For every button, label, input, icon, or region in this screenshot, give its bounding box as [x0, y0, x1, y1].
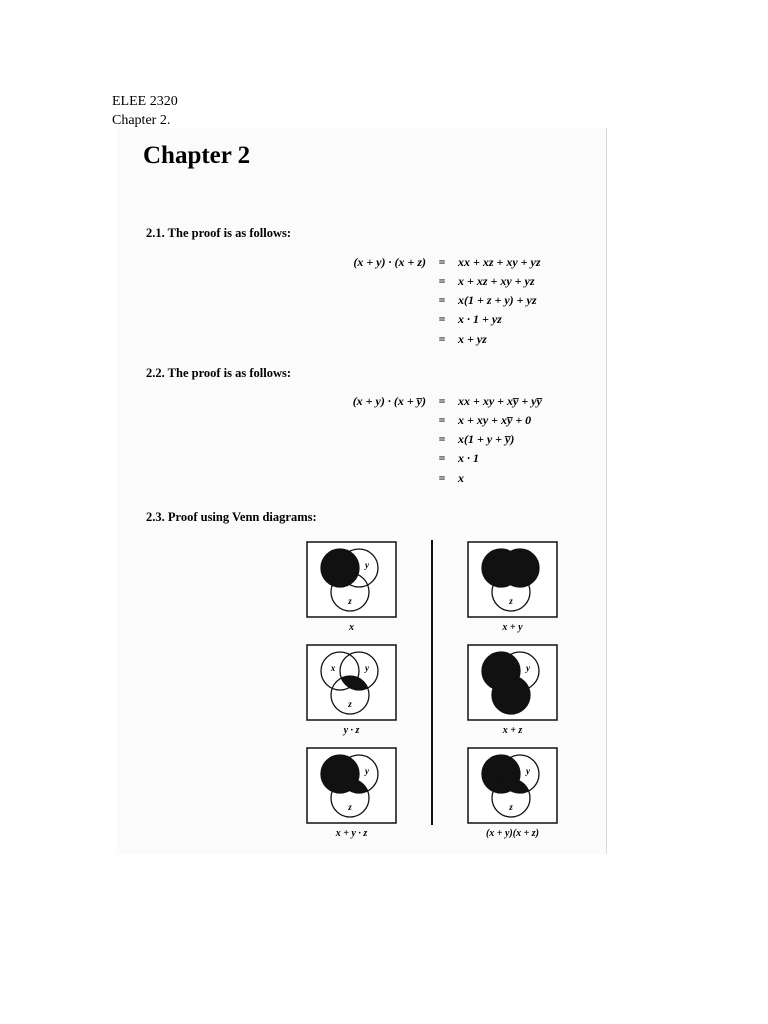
proof-2-2-step: x + xy + xy̅ + 0	[458, 413, 532, 427]
section-2-3-heading: 2.3. Proof using Venn diagrams:	[146, 510, 317, 524]
venn-caption: x + z	[502, 725, 523, 736]
venn-caption: (x + y)(x + z)	[485, 828, 540, 839]
venn-label-x: x	[330, 663, 336, 673]
venn-label-z: z	[348, 596, 352, 606]
venn-caption: x + y	[502, 622, 523, 633]
venn-caption: x	[349, 622, 354, 633]
proof-2-2-step: xx + xy + xy̅ + yy̅	[458, 394, 542, 408]
venn-diagram	[307, 542, 396, 617]
venn-label-y: y	[365, 766, 369, 776]
venn-diagram	[307, 748, 396, 823]
venn-label-y: y	[365, 560, 369, 570]
chapter-reference: Chapter 2.	[112, 113, 171, 128]
venn-diagrams-figure	[305, 540, 565, 840]
proof-2-1-eq-sign: =	[438, 255, 446, 269]
course-code: ELEE 2320	[112, 94, 178, 109]
proof-2-2-step: x · 1	[458, 451, 479, 465]
chapter-title: Chapter 2	[143, 142, 251, 169]
venn-label-y: y	[365, 663, 369, 673]
section-2-1-heading: 2.1. The proof is as follows:	[146, 226, 292, 240]
proof-2-2-eq-sign: =	[438, 432, 446, 446]
proof-2-2-eq-sign: =	[438, 471, 446, 485]
venn-caption: x + y · z	[335, 828, 368, 839]
proof-2-2-lhs: (x + y) · (x + y̅)	[352, 394, 426, 408]
venn-diagram	[307, 645, 396, 720]
venn-diagram	[468, 542, 557, 617]
venn-caption: y · z	[343, 725, 360, 736]
proof-2-1-lhs: (x + y) · (x + z)	[353, 255, 426, 269]
venn-label-z: z	[348, 699, 352, 709]
proof-2-1-eq-sign: =	[438, 293, 446, 307]
venn-label-z: z	[348, 802, 352, 812]
proof-2-2-step: x	[458, 471, 464, 485]
venn-diagram	[468, 645, 557, 720]
proof-2-1-step: x + xz + xy + yz	[458, 274, 535, 288]
proof-2-2-eq-sign: =	[438, 451, 446, 465]
proof-2-1-eq-sign: =	[438, 274, 446, 288]
proof-2-2-eq-sign: =	[438, 394, 446, 408]
proof-2-1-step: x + yz	[458, 332, 487, 346]
venn-label-z: z	[509, 596, 513, 606]
proof-2-2-step: x(1 + y + y̅)	[458, 432, 515, 446]
proof-2-1-step: x · 1 + yz	[458, 312, 502, 326]
proof-2-1-eq-sign: =	[438, 332, 446, 346]
section-2-2-heading: 2.2. The proof is as follows:	[146, 366, 292, 380]
proof-2-1-eq-sign: =	[438, 312, 446, 326]
proof-2-1-step: x(1 + z + y) + yz	[458, 293, 537, 307]
proof-2-2-eq-sign: =	[438, 413, 446, 427]
venn-label-y: y	[526, 766, 530, 776]
venn-diagram	[468, 748, 557, 823]
scanned-page	[117, 128, 607, 854]
venn-label-y: y	[526, 663, 530, 673]
venn-label-z: z	[509, 802, 513, 812]
proof-2-1-step: xx + xz + xy + yz	[458, 255, 541, 269]
